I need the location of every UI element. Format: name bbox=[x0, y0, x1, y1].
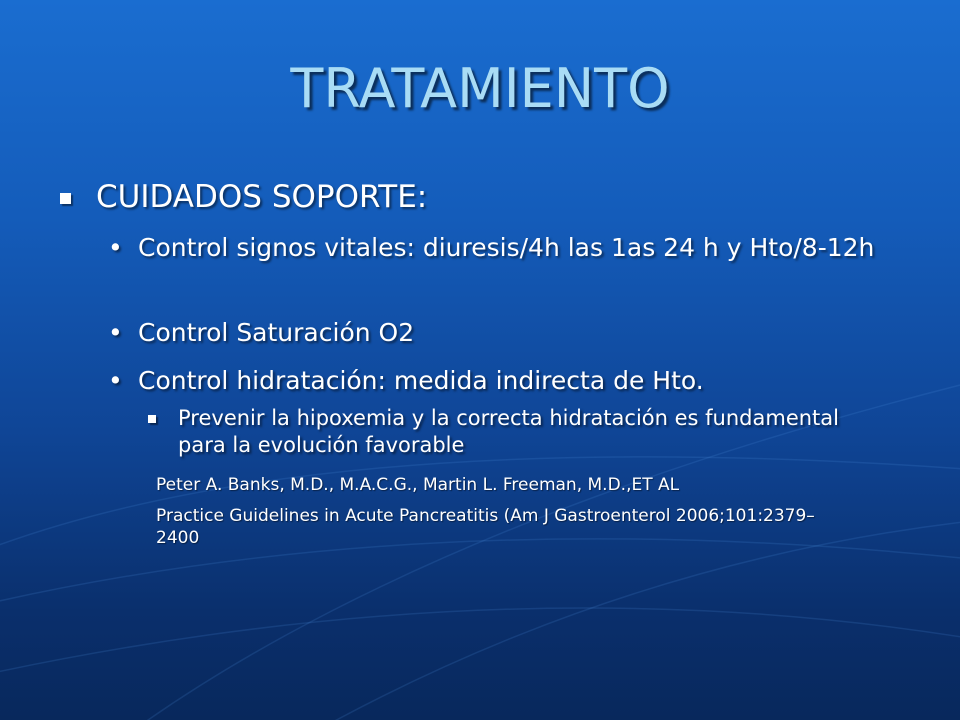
sub-item-text: Control Saturación O2 bbox=[138, 318, 415, 347]
nested-item-text: Prevenir la hipoxemia y la correcta hidratación es fundamental para la evolución favorable bbox=[178, 406, 839, 457]
round-bullet-icon: • bbox=[108, 366, 123, 395]
slide-title: TRATAMIENTO bbox=[290, 57, 670, 120]
main-item-text: CUIDADOS SOPORTE: bbox=[96, 179, 428, 215]
reference-authors: Peter A. Banks, M.D., M.A.C.G., Martin L. Freeman, M.D.,ET AL bbox=[156, 475, 680, 495]
square-bullet-icon bbox=[60, 193, 71, 204]
round-bullet-icon: • bbox=[108, 233, 123, 262]
reference-citation: Practice Guidelines in Acute Pancreatitis (Am J Gastroenterol 2006;101:2379–2400 bbox=[156, 506, 815, 548]
sub-item-text: Control signos vitales: diuresis/4h las 1as 24 h y Hto/8-12h bbox=[138, 233, 875, 262]
sub-item-text: Control hidratación: medida indirecta de Hto. bbox=[138, 366, 704, 395]
round-bullet-icon: • bbox=[108, 318, 123, 347]
square-bullet-icon bbox=[148, 415, 156, 423]
